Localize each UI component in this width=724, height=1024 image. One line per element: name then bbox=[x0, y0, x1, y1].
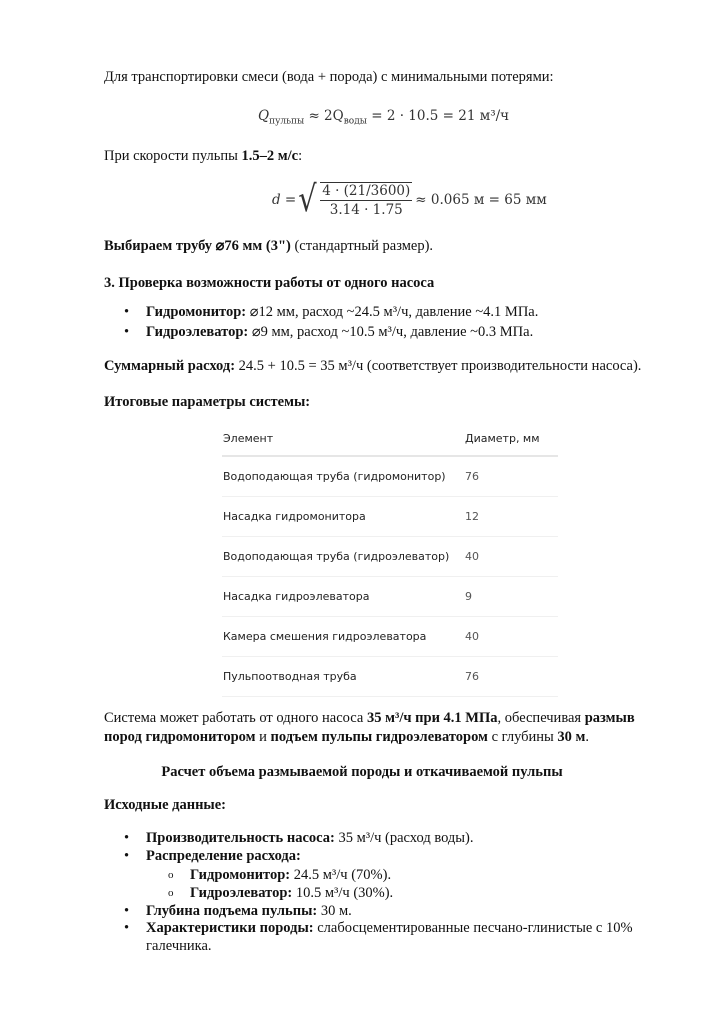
bold-text: Гидромонитор: bbox=[146, 304, 247, 320]
bold-text: Гидроэлеватор: bbox=[146, 324, 249, 340]
bold-text: размыв bbox=[584, 710, 635, 726]
text: , обеспечивая bbox=[497, 710, 585, 726]
bold-text: Глубина подъема пульпы: bbox=[146, 903, 318, 919]
conclusion-line-1 bbox=[104, 710, 635, 727]
table-cell: 12 bbox=[464, 497, 558, 537]
bold-text: подъем пульпы гидроэлеватором bbox=[270, 729, 488, 745]
table-row bbox=[222, 577, 558, 617]
table-row bbox=[222, 657, 558, 697]
bold-text: Гидроэлеватор: bbox=[190, 885, 293, 901]
sqrt bbox=[296, 179, 415, 220]
formula-subscript: пульпы bbox=[269, 116, 305, 127]
calc-title: Расчет объема размываемой породы и откачиваемой пульпы bbox=[161, 764, 563, 780]
formula-part: ≈ 0.065 м = 65 мм bbox=[415, 192, 547, 208]
list-item bbox=[146, 903, 352, 920]
table-row bbox=[222, 497, 558, 537]
table-cell: Водоподающая труба (гидромонитор) bbox=[222, 456, 464, 497]
text: 30 м. bbox=[317, 903, 352, 919]
table-cell: 40 bbox=[464, 537, 558, 577]
params-title: Итоговые параметры системы: bbox=[104, 394, 311, 410]
bold-text: Выбираем трубу ⌀76 мм (3") bbox=[104, 238, 291, 254]
table-row bbox=[222, 537, 558, 577]
list-item bbox=[146, 920, 633, 937]
sub-list-item bbox=[190, 867, 391, 884]
section-heading: 3. Проверка возможности работы от одного насоса bbox=[104, 275, 435, 291]
text: 24.5 + 10.5 = 35 м³/ч (соответствует производительности насоса). bbox=[235, 358, 642, 374]
bold-text: Суммарный расход: bbox=[104, 358, 236, 374]
numerator: 4 · (21/3600) bbox=[322, 183, 411, 199]
text: . bbox=[585, 729, 590, 745]
table-header-row bbox=[222, 422, 558, 456]
list-item bbox=[146, 848, 301, 865]
table-cell: 9 bbox=[464, 577, 558, 617]
pipe-choice bbox=[104, 238, 433, 255]
table-cell: 40 bbox=[464, 617, 558, 657]
conclusion-line-2 bbox=[104, 729, 589, 746]
bold-text: Гидромонитор: bbox=[190, 867, 291, 883]
total-flow bbox=[104, 358, 641, 375]
sqrt-icon: √ bbox=[298, 179, 317, 220]
text: ⌀9 мм, расход ~10.5 м³/ч, давление ~0.3 МПа. bbox=[248, 324, 534, 340]
text: 35 м³/ч (расход воды). bbox=[334, 830, 474, 846]
table-cell: Насадка гидромонитора bbox=[222, 497, 464, 537]
text: При скорости пульпы bbox=[104, 148, 242, 164]
table-cell: 76 bbox=[464, 657, 558, 697]
text: (стандартный размер). bbox=[290, 238, 434, 254]
formula-symbol: Q bbox=[258, 108, 270, 124]
intro-text: Для транспортировки смеси (вода + порода) с минимальными потерями: bbox=[104, 69, 554, 85]
list-item bbox=[146, 324, 533, 341]
column-header: Диаметр, мм bbox=[464, 422, 558, 456]
column-header: Элемент bbox=[222, 422, 464, 456]
table-row bbox=[222, 617, 558, 657]
table-cell: Пульпоотводная труба bbox=[222, 657, 464, 697]
table-cell: Насадка гидроэлеватора bbox=[222, 577, 464, 617]
list-item bbox=[146, 304, 538, 321]
list-item bbox=[146, 830, 474, 847]
list-item-continuation: галечника. bbox=[146, 938, 212, 954]
table-cell: Камера смешения гидроэлеватора bbox=[222, 617, 464, 657]
bold-text: Производительность насоса: bbox=[146, 830, 335, 846]
bold-text: 30 м bbox=[557, 729, 586, 745]
fraction bbox=[320, 182, 412, 218]
bold-text: Распределение расхода: bbox=[146, 848, 301, 864]
formula-diameter bbox=[272, 179, 547, 220]
input-title: Исходные данные: bbox=[104, 797, 227, 813]
bold-text: пород гидромонитором bbox=[104, 729, 256, 745]
text: 10.5 м³/ч (30%). bbox=[292, 885, 394, 901]
table-cell: Водоподающая труба (гидроэлеватор) bbox=[222, 537, 464, 577]
text: и bbox=[255, 729, 271, 745]
table-row bbox=[222, 456, 558, 497]
text: ⌀12 мм, расход ~24.5 м³/ч, давление ~4.1 МПа. bbox=[246, 304, 539, 320]
bold-text: Характеристики породы: bbox=[146, 920, 314, 936]
text: : bbox=[298, 148, 303, 164]
formula-part: ≈ 2Q bbox=[308, 108, 344, 124]
text: с глубины bbox=[487, 729, 558, 745]
formula-subscript: воды bbox=[343, 116, 367, 127]
formula-pulp-flow bbox=[258, 108, 509, 127]
formula-part: = 2 · 10.5 = 21 м³/ч bbox=[371, 108, 510, 124]
table-cell: 76 bbox=[464, 456, 558, 497]
sub-list-item bbox=[190, 885, 393, 902]
text: Система может работать от одного насоса bbox=[104, 710, 367, 726]
bold-text: 1.5–2 м/с bbox=[241, 148, 299, 164]
formula-part: d = bbox=[272, 192, 297, 208]
speed-line bbox=[104, 148, 302, 165]
denominator: 3.14 · 1.75 bbox=[329, 202, 403, 218]
text: слабосцементированные песчано-глинистые с 10% bbox=[313, 920, 633, 936]
params-table bbox=[222, 422, 558, 697]
bold-text: 35 м³/ч при 4.1 МПа bbox=[366, 710, 498, 726]
text: 24.5 м³/ч (70%). bbox=[290, 867, 392, 883]
